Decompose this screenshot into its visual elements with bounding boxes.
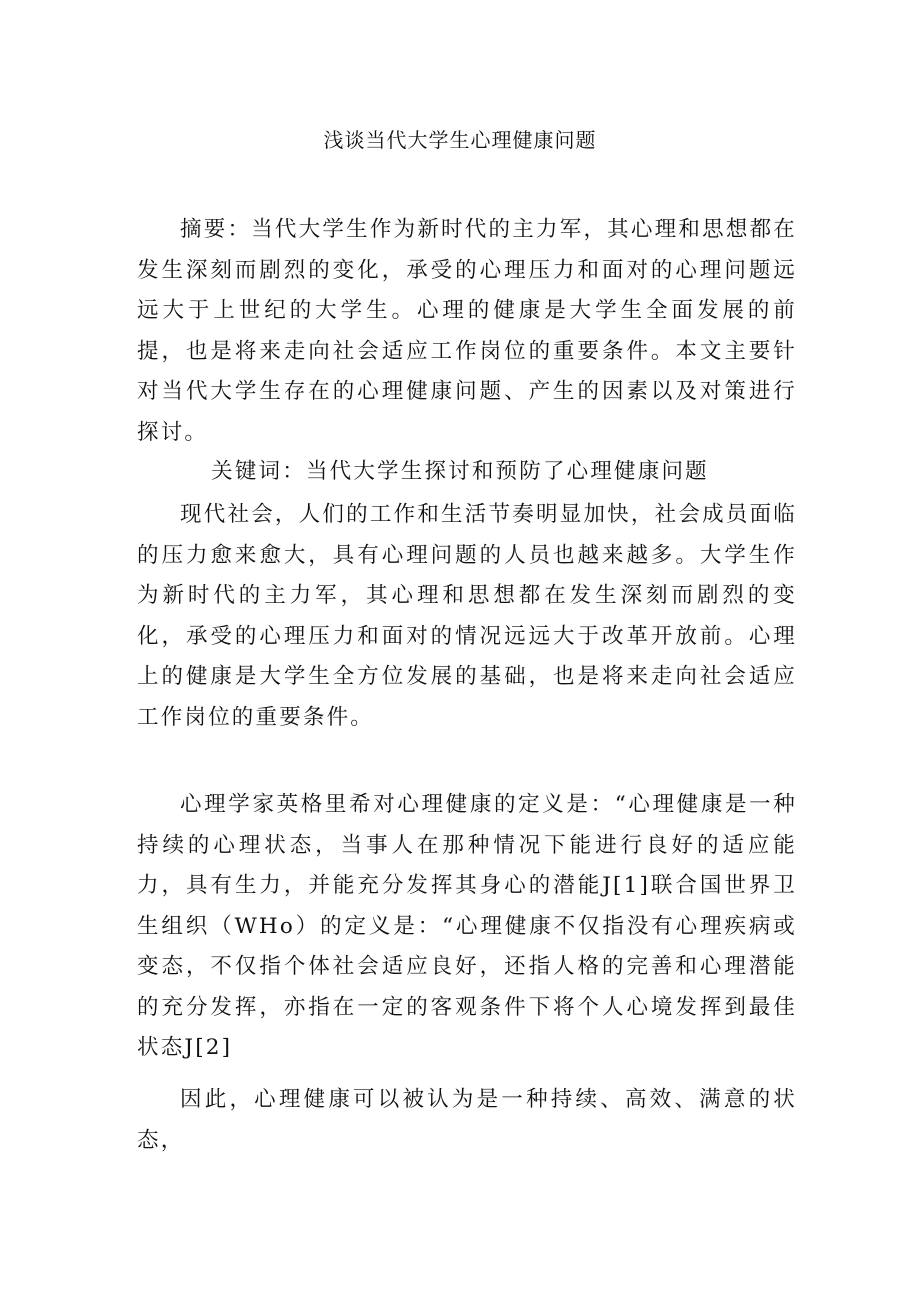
body-paragraph-1: 现代社会，人们的工作和生活节奏明显加快，社会成员面临的压力愈来愈大，具有心理问题的人员也越来越多。大学生作为新时代的主力军，其心理和思想都在发生深刻而剧烈的变化，承受的心理压力和面对的情况远远大于改革开放前。心理上的健康是大学生全方位发展的基础，也是将来走向社会适应工作岗位的重要条件。 [137, 502, 797, 730]
body-paragraph-3: 因此，心理健康可以被认为是一种持续、高效、满意的状态， [137, 1087, 797, 1153]
body-paragraph-2: 心理学家英格里希对心理健康的定义是：“心理健康是一种持续的心理状态，当事人在那种情况下能进行良好的适应能力，具有生力，并能充分发挥其身心的潜能J[1]联合国世界卫生组织（WHo）的定义是：“心理健康不仅指没有心理疾病或变态，不仅指个体社会适应良好，还指人格的完善和心理潜能的充分发挥，亦指在一定的客观条件下将个人心境发挥到最佳状态J[2] [137, 792, 797, 1060]
keywords-line: 关键词：当代大学生探讨和预防了心理健康问题 [211, 459, 709, 484]
abstract-paragraph: 摘要：当代大学生作为新时代的主力军，其心理和思想都在发生深刻而剧烈的变化，承受的心理压力和面对的心理问题远远大于上世纪的大学生。心理的健康是大学生全面发展的前提，也是将来走向社会适应工作岗位的重要条件。本文主要针对当代大学生存在的心理健康问题、产生的因素以及对策进行探讨。 [137, 217, 797, 445]
document-title: 浅谈当代大学生心理健康问题 [323, 128, 597, 152]
